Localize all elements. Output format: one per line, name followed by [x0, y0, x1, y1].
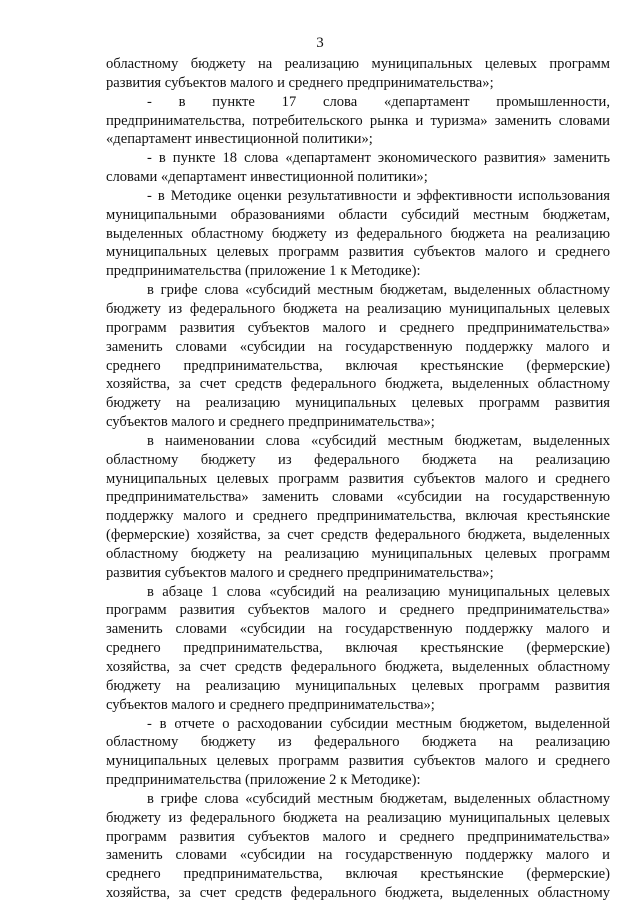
text-line: хозяйства, за счет средств федерального бюджета, выделенных областному	[106, 885, 610, 902]
text-line: бюджету на реализацию муниципальных целевых программ развития	[106, 677, 610, 694]
paragraph	[106, 149, 610, 187]
paragraph	[106, 790, 610, 903]
text-line: предпринимательства» заменить словами «субсидии на государственную	[106, 489, 610, 506]
text-line: программ развития субъектов малого и среднего предпринимательства»	[106, 602, 610, 619]
text-line: муниципальных целевых программ развития субъектов малого и среднего	[106, 244, 610, 261]
text-line: субъектов малого и среднего предпринимательства»;	[106, 414, 435, 431]
text-line: муниципальными образованиями области субсидий местным бюджетам,	[106, 206, 610, 223]
text-line: программ развития субъектов малого и среднего предпринимательства»	[106, 319, 610, 336]
text-line: областному бюджету из федерального бюджета на реализацию	[106, 451, 610, 468]
paragraph	[106, 187, 610, 281]
paragraph	[106, 281, 610, 432]
text-line: в наименовании слова «субсидий местным бюджетам, выделенных	[147, 432, 610, 449]
page-number: 3	[316, 35, 324, 51]
text-line: в грифе слова «субсидий местным бюджетам, выделенных областному	[147, 282, 610, 299]
text-line: хозяйства, за счет средств федерального бюджета, выделенных областному	[106, 376, 610, 393]
text-line: муниципальных целевых программ развития субъектов малого и среднего	[106, 753, 610, 770]
text-line: среднего предпринимательства, включая крестьянские (фермерские)	[106, 640, 610, 657]
text-line: поддержку малого и среднего предпринимательства, включая крестьянские	[106, 508, 610, 525]
text-line: хозяйства, за счет средств федерального бюджета, выделенных областному	[106, 659, 610, 675]
text-line: - в Методике оценки результативности и эффективности использования	[147, 187, 610, 204]
text-line: субъектов малого и среднего предпринимательства»;	[106, 696, 435, 713]
text-line: среднего предпринимательства, включая крестьянские (фермерские)	[106, 866, 610, 883]
text-line: бюджету из федерального бюджета на реализацию муниципальных целевых	[106, 809, 610, 826]
text-line: предпринимательства (приложение 2 к Методике):	[106, 772, 421, 789]
text-line: заменить словами «субсидии на государственную поддержку малого и	[106, 621, 610, 638]
text-line: заменить словами «субсидии на государственную поддержку малого и	[106, 847, 610, 864]
text-line: словами «департамент инвестиционной политики»;	[106, 169, 428, 186]
paragraph	[106, 93, 610, 150]
text-line: среднего предпринимательства, включая крестьянские (фермерские)	[106, 357, 610, 374]
text-line: развития субъектов малого и среднего предпринимательства»;	[106, 74, 494, 91]
text-line: предпринимательства, потребительского рынка и туризма» заменить словами	[106, 112, 610, 129]
paragraph	[106, 583, 610, 715]
text-line: областному бюджету на реализацию муниципальных целевых программ	[106, 56, 610, 72]
text-line: - в пункте 17 слова «департамент промышленности,	[147, 93, 610, 110]
text-line: «департамент инвестиционной политики»;	[106, 131, 373, 148]
paragraph	[106, 715, 610, 790]
text-line: заменить словами «субсидии на государственную поддержку малого и	[106, 338, 610, 355]
text-line: областному бюджету на реализацию муниципальных целевых программ	[106, 545, 610, 562]
paragraph	[106, 432, 610, 583]
text-line: программ развития субъектов малого и среднего предпринимательства»	[106, 828, 610, 845]
text-line: развития субъектов малого и среднего предпринимательства»;	[106, 564, 494, 581]
text-line: в грифе слова «субсидий местным бюджетам, выделенных областному	[147, 790, 610, 807]
text-line: муниципальных целевых программ развития субъектов малого и среднего	[106, 470, 610, 487]
text-line: бюджету на реализацию муниципальных целевых программ развития	[106, 395, 610, 412]
text-line: - в пункте 18 слова «департамент экономического развития» заменить	[147, 150, 610, 167]
text-line: - в отчете о расходовании субсидии местным бюджетом, выделенной	[147, 715, 610, 732]
text-line: выделенных областному бюджету из федерального бюджета на реализацию	[106, 225, 610, 242]
text-line: в абзаце 1 слова «субсидий на реализацию муниципальных целевых	[147, 583, 610, 600]
text-line: бюджету из федерального бюджета на реализацию муниципальных целевых	[106, 300, 610, 317]
text-line: (фермерские) хозяйства, за счет средств федерального бюджета, выделенных	[106, 527, 610, 544]
paragraph	[106, 55, 610, 93]
text-line: областному бюджету из федерального бюджета на реализацию	[106, 734, 610, 751]
document-body	[106, 55, 610, 903]
text-line: предпринимательства (приложение 1 к Методике):	[106, 263, 421, 280]
